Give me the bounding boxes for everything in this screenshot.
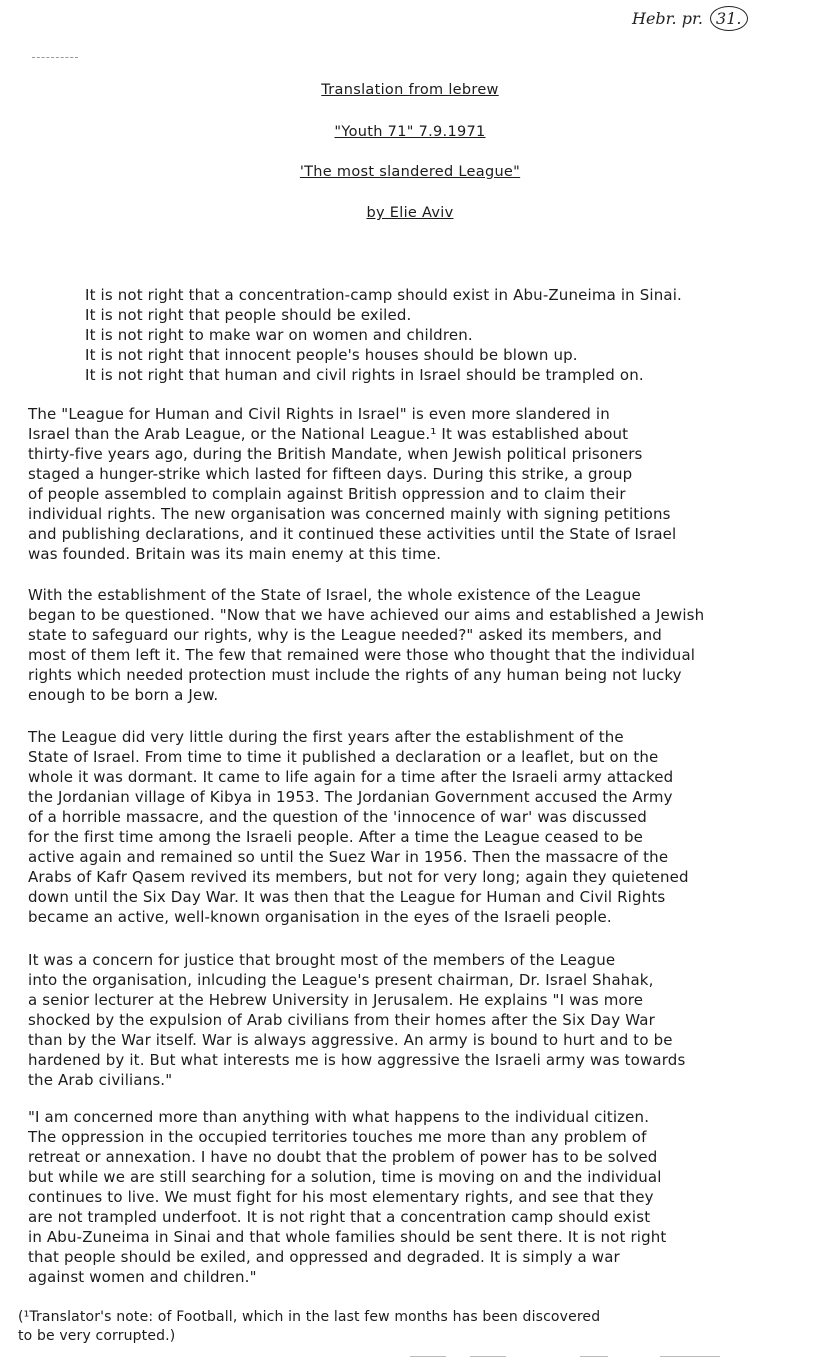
text-line: a senior lecturer at the Hebrew University in Jerusalem. He explains "I was more — [28, 991, 644, 1009]
text-line: of people assembled to complain against British oppression and to claim their — [28, 485, 626, 503]
text-line: The oppression in the occupied territories touches me more than any problem of — [28, 1128, 647, 1146]
scan-rule — [470, 1356, 506, 1357]
paragraph-history — [28, 404, 808, 564]
opening-line: It is not right that innocent people's houses should be blown up. — [85, 346, 578, 364]
text-line: hardened by it. But what interests me is how aggressive the Israeli army was towards — [28, 1051, 686, 1069]
text-line: "I am concerned more than anything with what happens to the individual citizen. — [28, 1108, 650, 1126]
text-line: for the first time among the Israeli people. After a time the League ceased to be — [28, 828, 644, 846]
paragraph-justice — [28, 950, 808, 1090]
text-line: individual rights. The new organisation was concerned mainly with signing petitions — [28, 505, 671, 523]
text-line: state to safeguard our rights, why is the League needed?" asked its members, and — [28, 626, 662, 644]
text-line: The League did very little during the first years after the establishment of the — [28, 728, 624, 746]
article-title: 'The most slandered League" — [299, 164, 521, 180]
text-line: became an active, well-known organisation in the eyes of the Israeli people. — [28, 908, 612, 926]
text-line: With the establishment of the State of Israel, the whole existence of the League — [28, 586, 641, 604]
text-line: State of Israel. From time to time it published a declaration or a leaflet, but on the — [28, 748, 659, 766]
text-line: the Jordanian village of Kibya in 1953. The Jordanian Government accused the Army — [28, 788, 673, 806]
text-line: The "League for Human and Civil Rights in Israel" is even more slandered in — [28, 405, 610, 423]
text-line: of a horrible massacre, and the question of the 'innocence of war' was discussed — [28, 808, 647, 826]
byline: by Elie Aviv — [366, 205, 454, 221]
text-line: retreat or annexation. I have no doubt that the problem of power has to be solved — [28, 1148, 658, 1166]
opening-line: It is not right that a concentration-camp should exist in Abu-Zuneima in Sinai. — [85, 286, 682, 304]
paragraph-dormancy — [28, 727, 808, 927]
text-line: the Arab civilians." — [28, 1071, 173, 1089]
opening-line: It is not right that human and civil rights in Israel should be trampled on. — [85, 366, 644, 384]
annotation-page-number: 31. — [710, 6, 747, 31]
opening-line: It is not right that people should be exiled. — [85, 306, 412, 324]
text-line: enough to be born a Jew. — [28, 686, 219, 704]
text-line: most of them left it. The few that remained were those who thought that the individual — [28, 646, 696, 664]
text-line: and publishing declarations, and it continued these activities until the State of Israel — [28, 525, 677, 543]
text-line: but while we are still searching for a solution, time is moving on and the individual — [28, 1168, 662, 1186]
text-line: Arabs of Kafr Qasem revived its members, but not for very long; again they quietened — [28, 868, 689, 886]
text-line: that people should be exiled, and oppressed and degraded. It is simply a war — [28, 1248, 620, 1266]
text-line: in Abu-Zuneima in Sinai and that whole families should be sent there. It is not right — [28, 1228, 667, 1246]
scan-rule — [580, 1356, 608, 1357]
paragraph-establishment — [28, 585, 808, 705]
scan-rule — [660, 1356, 720, 1357]
footnote-line: to be very corrupted.) — [18, 1328, 176, 1344]
text-line: than by the War itself. War is always aggressive. An army is bound to hurt and to be — [28, 1031, 673, 1049]
paragraph-quote — [28, 1107, 808, 1287]
scan-rule — [410, 1356, 446, 1357]
text-line: thirty-five years ago, during the British Mandate, when Jewish political prisoners — [28, 445, 643, 463]
text-line: against women and children." — [28, 1268, 257, 1286]
text-line: shocked by the expulsion of Arab civilians from their homes after the Six Day War — [28, 1011, 655, 1029]
text-line: whole it was dormant. It came to life again for a time after the Israeli army attacked — [28, 768, 674, 786]
opening-line: It is not right to make war on women and children. — [85, 326, 473, 344]
translation-line: Translation from lebrew — [321, 82, 499, 98]
footnote-line: (¹Translator's note: of Football, which in the last few months has been discovered — [18, 1309, 601, 1325]
translator-footnote — [18, 1307, 600, 1345]
text-line: are not trampled underfoot. It is not right that a concentration camp should exist — [28, 1208, 651, 1226]
annotation-text: Hebr. pr. — [632, 9, 703, 28]
text-line: rights which needed protection must include the rights of any human being not lucky — [28, 666, 682, 684]
source-line: "Youth 71" 7.9.1971 — [334, 124, 486, 140]
handwritten-annotation — [632, 6, 748, 31]
text-line: into the organisation, inlcuding the League's present chairman, Dr. Israel Shahak, — [28, 971, 654, 989]
text-line: down until the Six Day War. It was then that the League for Human and Civil Rights — [28, 888, 666, 906]
opening-lines — [85, 285, 682, 385]
text-line: Israel than the Arab League, or the National League.¹ It was established about — [28, 425, 629, 443]
text-line: active again and remained so until the Suez War in 1956. Then the massacre of the — [28, 848, 669, 866]
text-line: continues to live. We must fight for his most elementary rights, and see that they — [28, 1188, 654, 1206]
scan-mark — [32, 57, 78, 58]
text-line: It was a concern for justice that brought most of the members of the League — [28, 951, 616, 969]
text-line: staged a hunger-strike which lasted for fifteen days. During this strike, a group — [28, 465, 633, 483]
text-line: was founded. Britain was its main enemy at this time. — [28, 545, 442, 563]
text-line: began to be questioned. "Now that we have achieved our aims and established a Jewish — [28, 606, 705, 624]
